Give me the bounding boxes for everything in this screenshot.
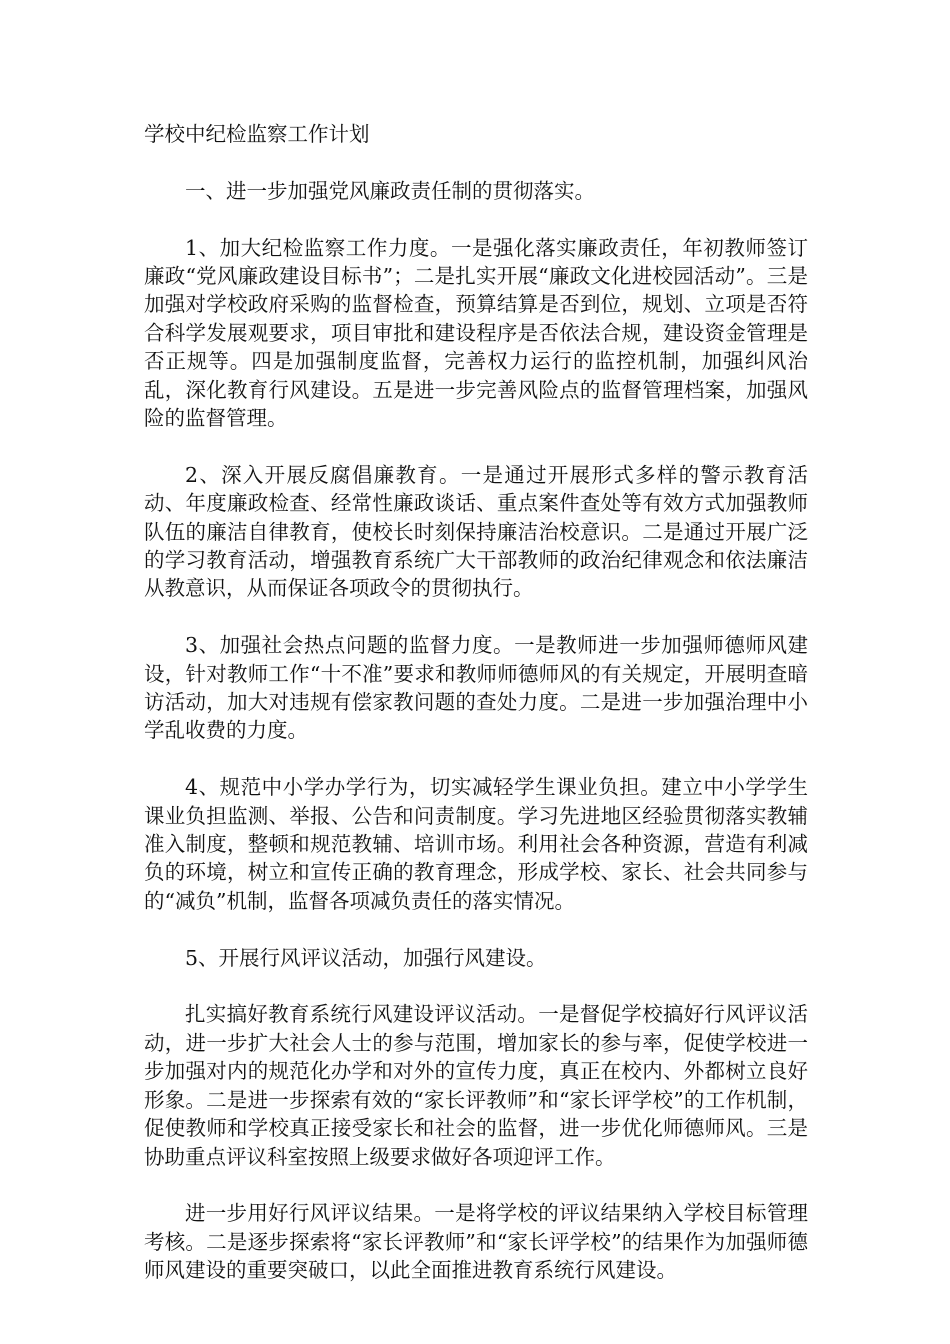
paragraph-7: 进一步用好行风评议结果。一是将学校的评议结果纳入学校目标管理考核。二是逐步探索将“家长评教师”和“家长评学校”的结果作为加强师德师风建设的重要突破口，以此全面推进教育系统行风建设。 [144, 1201, 808, 1283]
paragraph-6: 扎实搞好教育系统行风建设评议活动。一是督促学校搞好行风评议活动，进一步扩大社会人士的参与范围，增加家长的参与率，促使学校进一步加强对内的规范化办学和对外的宣传力度，真正在校内、外都树立良好形象。二是进一步探索有效的“家长评教师”和“家长评学校”的工作机制，促使教师和学校真正接受家长和社会的监督，进一步优化师德师风。三是协助重点评议科室按照上级要求做好各项迎评工作。 [144, 1002, 808, 1169]
paragraph-2: 2、深入开展反腐倡廉教育。一是通过开展形式多样的警示教育活动、年度廉政检查、经常性廉政谈话、重点案件查处等有效方式加强教师队伍的廉洁自律教育，使校长时刻保持廉洁治校意识。二是通过开展广泛的学习教育活动，增强教育系统广大干部教师的政治纪律观念和依法廉洁从教意识，从而保证各项政令的贯彻执行。 [144, 462, 808, 601]
paragraph-1: 1、加大纪检监察工作力度。一是强化落实廉政责任，年初教师签订廉政“党风廉政建设目标书”；二是扎实开展“廉政文化进校园活动”。三是加强对学校政府采购的监督检查，预算结算是否到位，规划、立项是否符合科学发展观要求，项目审批和建设程序是否依法合规，建设资金管理是否正规等。四是加强制度监督，完善权力运行的监控机制，加强纠风治乱，深化教育行风建设。五是进一步完善风险点的监督管理档案，加强风险的监督管理。 [144, 235, 808, 431]
paragraph-4: 4、规范中小学办学行为，切实减轻学生课业负担。建立中小学学生课业负担监测、举报、公告和问责制度。学习先进地区经验贯彻落实教辅准入制度，整顿和规范教辅、培训市场。利用社会各种资源，营造有利减负的环境，树立和宣传正确的教育理念，形成学校、家长、社会共同参与的“减负”机制，监督各项减负责任的落实情况。 [144, 775, 808, 913]
section-heading-1: 一、进一步加强党风廉政责任制的贯彻落实。 [185, 178, 595, 203]
document-title: 学校中纪检监察工作计划 [144, 122, 370, 146]
paragraph-5-heading: 5、开展行风评议活动，加强行风建设。 [185, 945, 547, 970]
document-body [144, 120, 808, 1313]
paragraph-3: 3、加强社会热点问题的监督力度。一是教师进一步加强师德师风建设，针对教师工作“十不准”要求和教师师德师风的有关规定，开展明查暗访活动，加大对违规有偿家教问题的查处力度。二是进一步加强治理中小学乱收费的力度。 [144, 633, 808, 743]
